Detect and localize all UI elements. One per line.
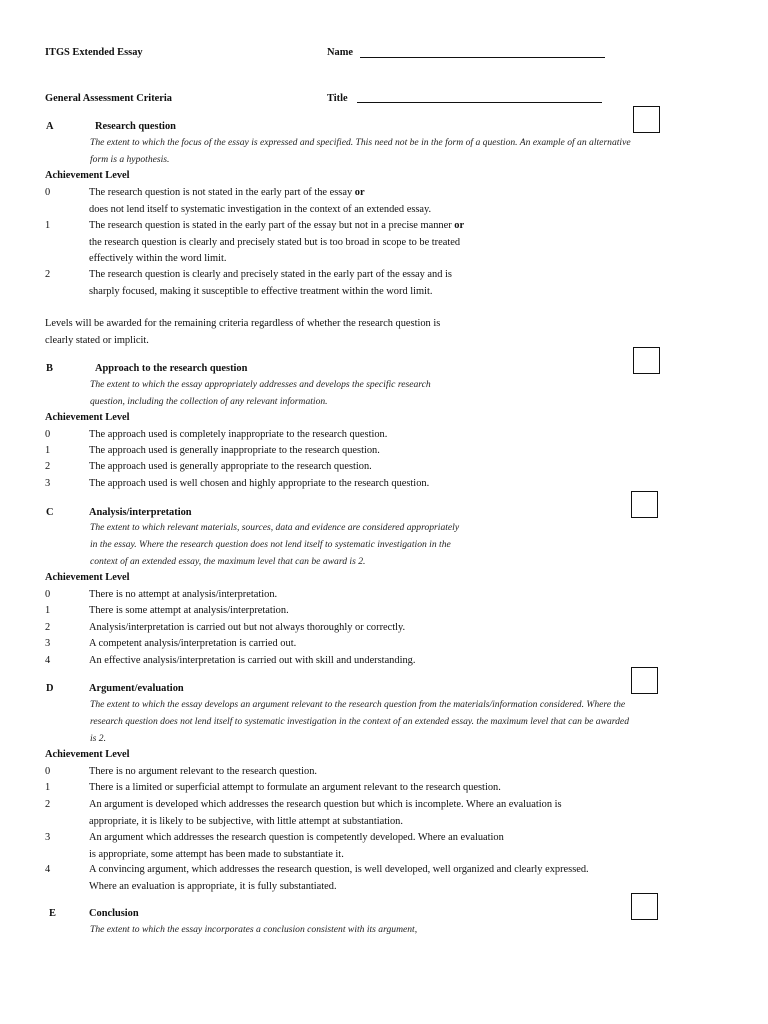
criterion-desc-a: The extent to which the focus of the essay is expressed and specified. This need not be in the form of a question. An example of an alternative form is a hypothesis. [90, 137, 631, 165]
criterion-desc-e: The extent to which the essay incorporates a conclusion consistent with its argument, [90, 924, 418, 935]
subtitle: General Assessment Criteria [45, 93, 172, 104]
achievement-level-label-a: Achievement Level [45, 170, 130, 181]
criterion-letter-b: B [46, 363, 53, 374]
levels-note: Levels will be awarded for the remaining criteria regardless of whether the research question is clearly stated or implicit. [45, 318, 441, 346]
criterion-letter-c: C [46, 507, 54, 518]
name-label: Name [327, 47, 353, 58]
criterion-letter-e: E [49, 908, 56, 919]
achievement-level-label-b: Achievement Level [45, 412, 130, 423]
score-box-e[interactable] [631, 893, 658, 920]
criterion-title-e: Conclusion [89, 908, 139, 919]
score-box-a[interactable] [633, 106, 660, 133]
criterion-desc-b: The extent to which the essay appropriately addresses and develops the specific research question, including the collection of any relevant information. [90, 379, 431, 407]
document-title: ITGS Extended Essay [45, 47, 143, 58]
score-box-c[interactable] [631, 491, 658, 518]
criterion-title-b: Approach to the research question [95, 363, 248, 374]
criterion-title-c: Analysis/interpretation [89, 507, 192, 518]
criterion-title-a: Research question [95, 121, 176, 132]
criterion-title-d: Argument/evaluation [89, 683, 184, 694]
criterion-desc-c: The extent to which relevant materials, sources, data and evidence are considered appropriately in the essay. Where the research question does not lend itself to systematic investigation in the context of an extended essay, the maximum level that can be award is 2. [90, 522, 460, 567]
score-box-b[interactable] [633, 347, 660, 374]
criterion-letter-a: A [46, 121, 54, 132]
criterion-desc-d: The extent to which the essay develops an argument relevant to the research question from the materials/information considered. Where the research question does not lend itself to systematic investigation in the context of an extended essay. the maximum level that can be awarded is 2. [90, 699, 629, 744]
name-field[interactable] [360, 57, 605, 58]
title-label: Title [327, 93, 348, 104]
achievement-level-label-c: Achievement Level [45, 572, 130, 583]
score-box-d[interactable] [631, 667, 658, 694]
title-field[interactable] [357, 102, 602, 103]
criterion-letter-d: D [46, 683, 54, 694]
achievement-level-label-d: Achievement Level [45, 749, 130, 760]
